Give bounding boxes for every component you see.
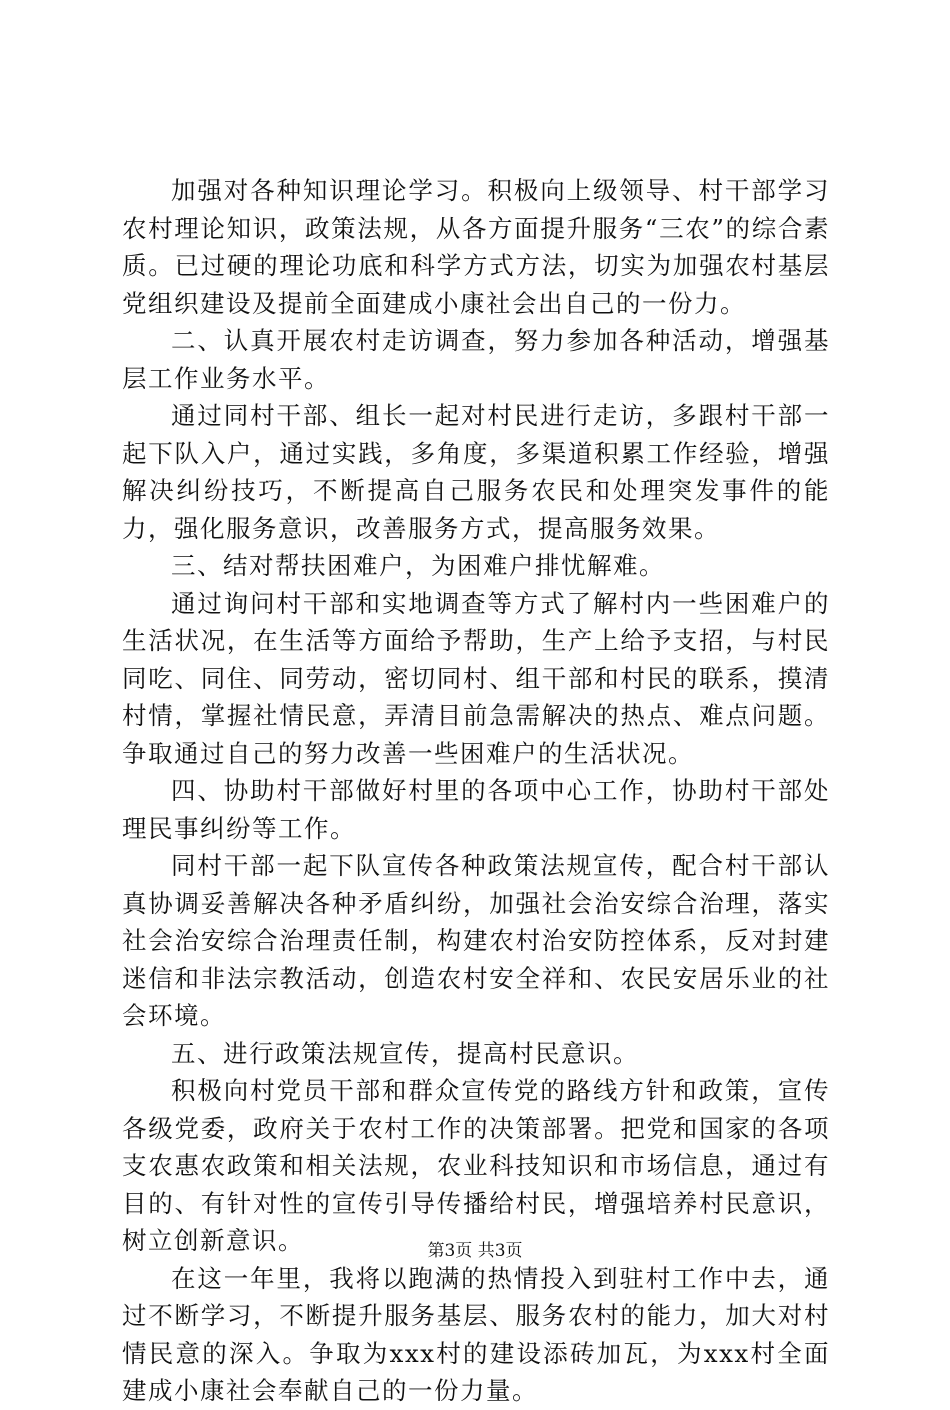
page-number-footer: 第3页 共3页 bbox=[427, 1241, 523, 1261]
paragraph-study-theory: 加强对各种知识理论学习。积极向上级领导、村干部学习农村理论知识，政策法规，从各方面提升服务“三农”的综合素质。已过硬的理论功底和科学方式方法，切实为加强农村基层党组织建设及提前全面建成小康社会出自己的一份力。 bbox=[122, 176, 830, 318]
heading-section-four: 四、协助村干部做好村里的各项中心工作，协助村干部处理民事纠纷等工作。 bbox=[122, 776, 830, 843]
paragraph-dispute-resolution: 同村干部一起下队宣传各种政策法规宣传，配合村干部认真协调妥善解决各种矛盾纠纷，加强社会治安综合治理，落实社会治安综合治理责任制，构建农村治安防控体系，反对封建迷信和非法宗教活动，创造农村安全祥和、农民安居乐业的社会环境。 bbox=[122, 851, 830, 1030]
heading-section-two: 二、认真开展农村走访调查，努力参加各种活动，增强基层工作业务水平。 bbox=[122, 326, 830, 393]
heading-section-five: 五、进行政策法规宣传，提高村民意识。 bbox=[171, 1038, 639, 1068]
paragraph-policy-promotion: 积极向村党员干部和群众宣传党的路线方针和政策，宣传各级党委，政府关于农村工作的决策部署。把党和国家的各项支农惠农政策和相关法规，农业科技知识和市场信息，通过有目的、有针对性的宣传引导传播给村民，增强培养村民意识，树立创新意识。 bbox=[122, 1076, 830, 1255]
paragraph-conclusion: 在这一年里，我将以跑满的热情投入到驻村工作中去，通过不断学习，不断提升服务基层、服务农村的能力，加大对村情民意的深入。争取为xxx村的建设添砖加瓦，为xxx村全面建成小康社会奉献自己的一份力量。 bbox=[122, 1263, 830, 1405]
paragraph-village-visits: 通过同村干部、组长一起对村民进行走访，多跟村干部一起下队入户，通过实践，多角度，多渠道积累工作经验，增强解决纠纷技巧，不断提高自己服务农民和处理突发事件的能力，强化服务意识，改善服务方式，提高服务效果。 bbox=[122, 401, 830, 543]
document-body bbox=[122, 172, 830, 1410]
paragraph-help-families: 通过询问村干部和实地调查等方式了解村内一些困难户的生活状况，在生活等方面给予帮助，生产上给予支招，与村民同吃、同住、同劳动，密切同村、组干部和村民的联系，摸清村情，掌握社情民意，弄清目前急需解决的热点、难点问题。争取通过自己的努力改善一些困难户的生活状况。 bbox=[122, 588, 830, 768]
heading-section-three: 三、结对帮扶困难户，为困难户排忧解难。 bbox=[171, 551, 665, 580]
